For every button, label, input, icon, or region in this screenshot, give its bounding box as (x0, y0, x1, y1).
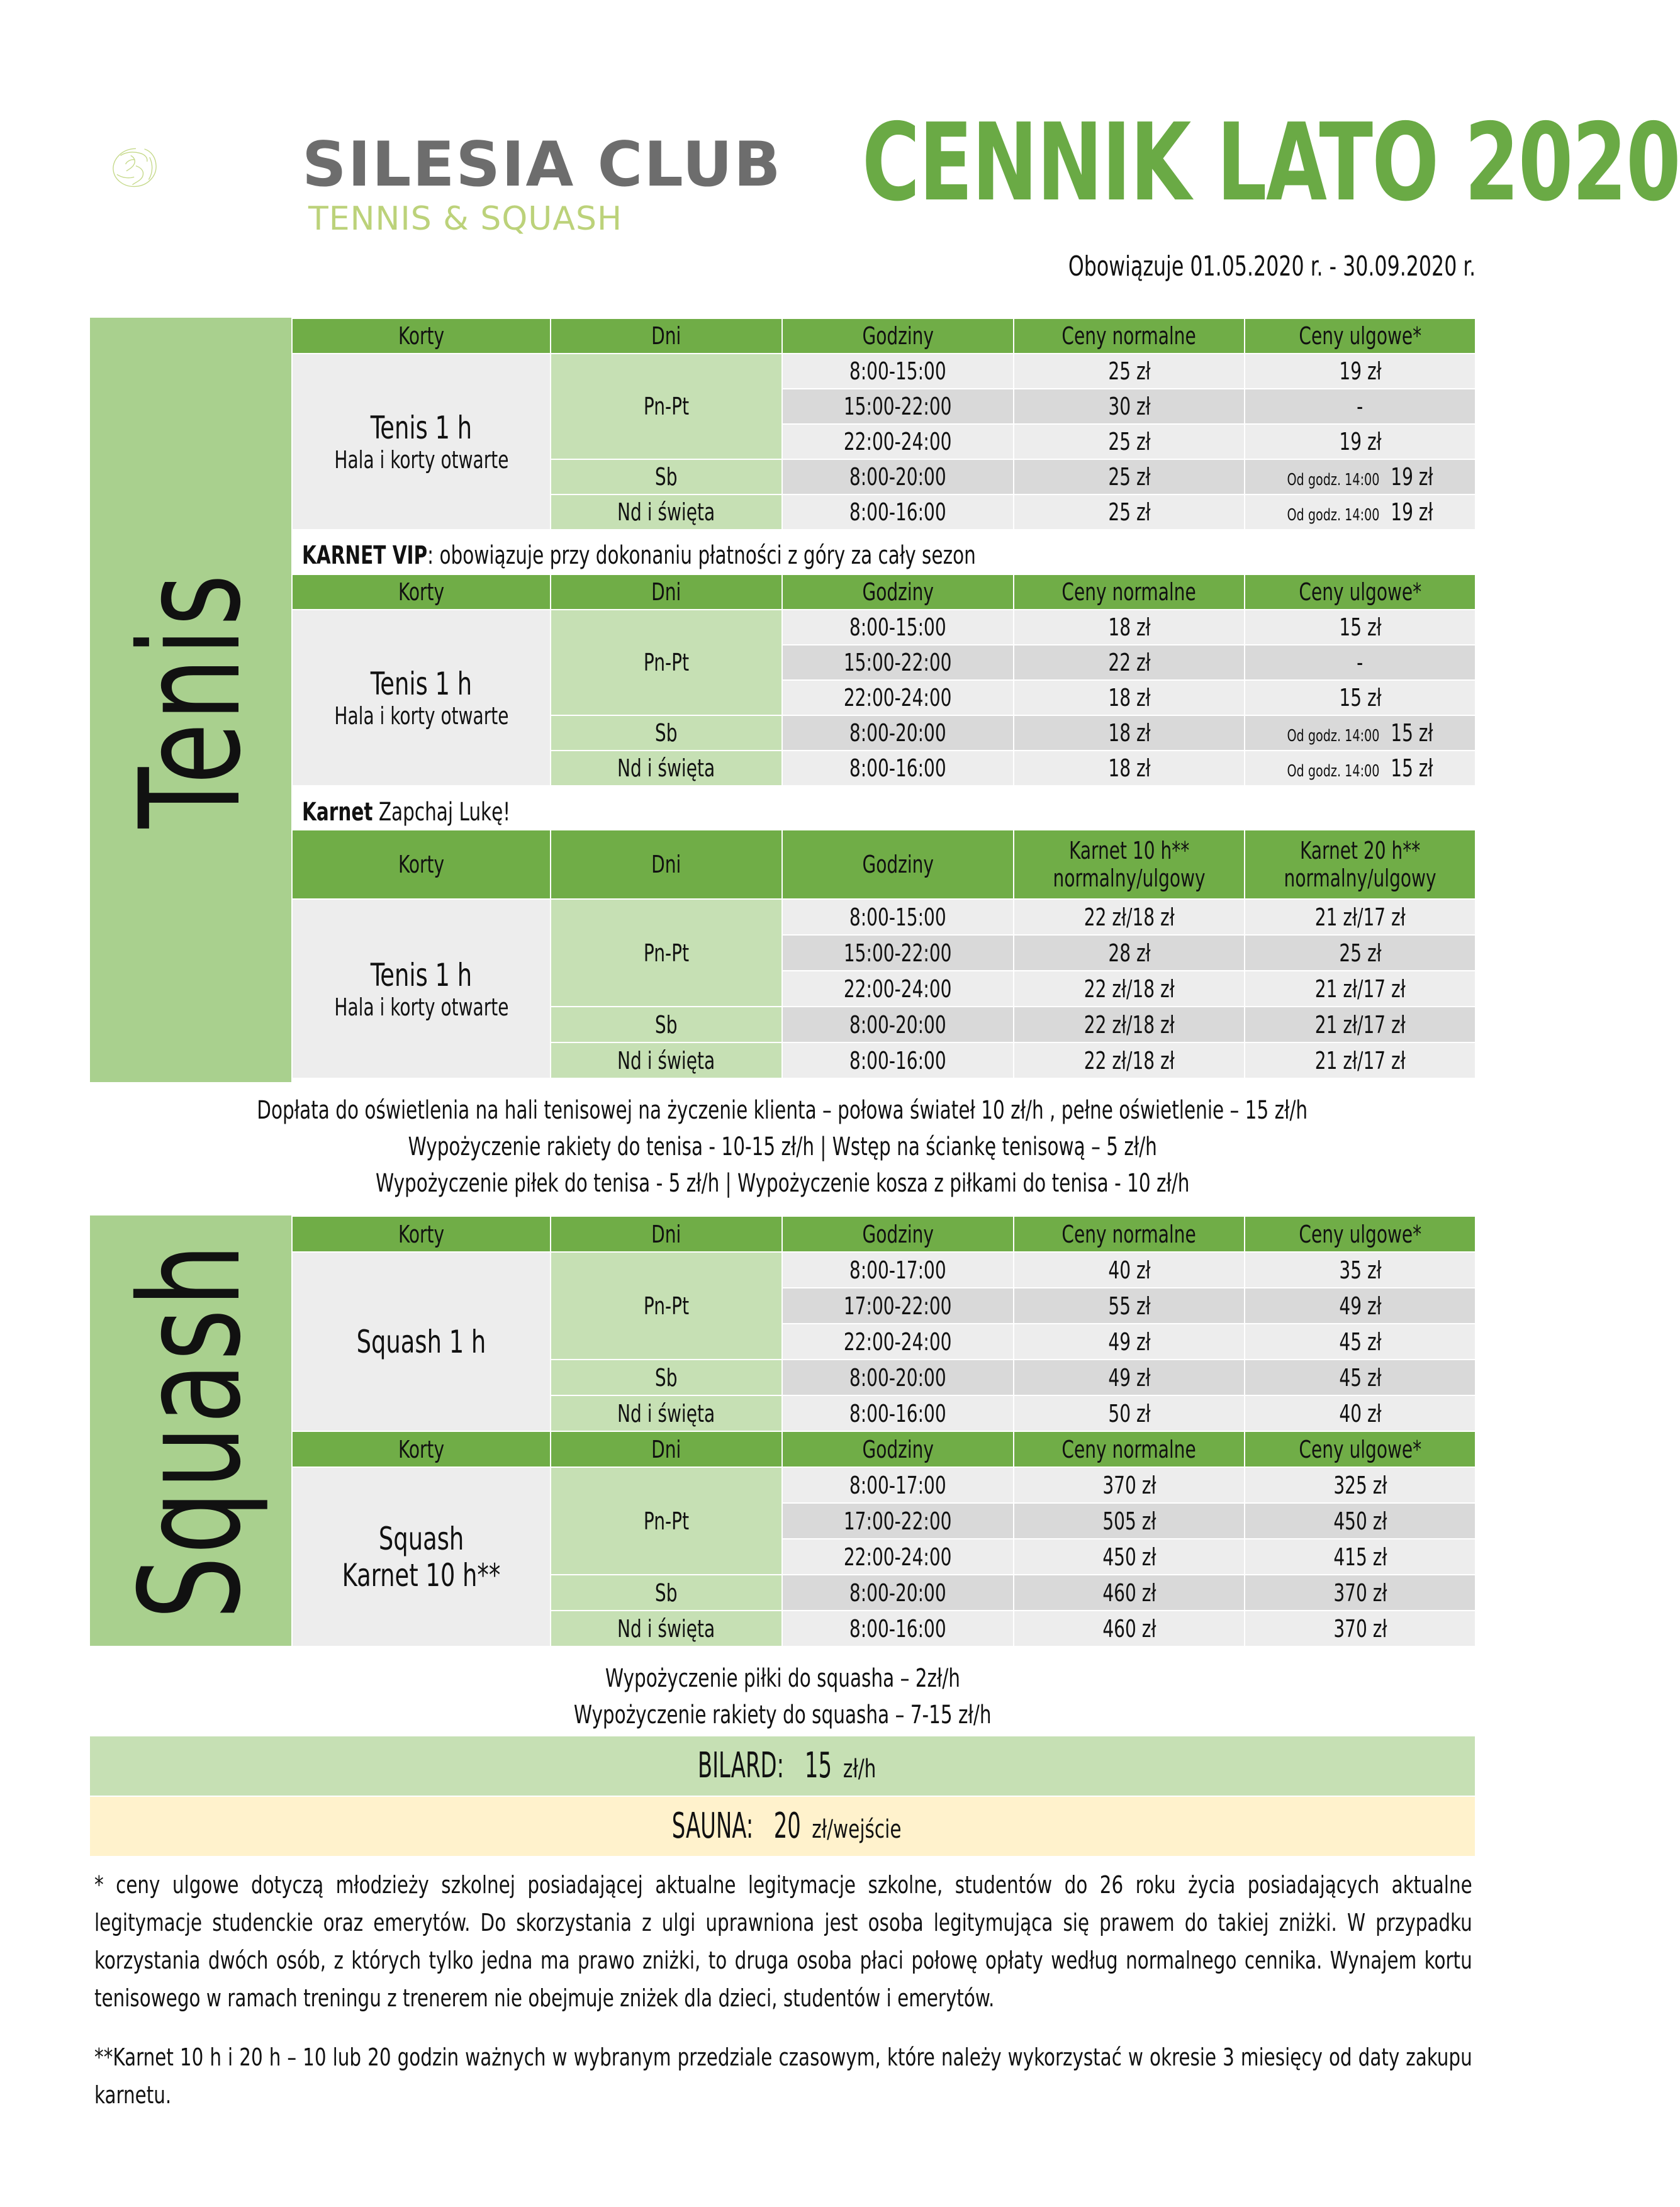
discount-price-cell: Od godz. 14:00 15 zł (1245, 715, 1476, 751)
day-sunday: Nd i święta (551, 751, 782, 786)
day-saturday: Sb (551, 1007, 782, 1042)
col-header-normal-price: Ceny normalne (1014, 318, 1245, 354)
discount-price-cell: - (1245, 645, 1476, 680)
discount-price-cell: 15 zł (1245, 610, 1476, 645)
hours-cell: 22:00-24:00 (782, 971, 1014, 1007)
day-saturday: Sb (551, 715, 782, 751)
court-cell: Squash Karnet 10 h** (292, 1467, 551, 1646)
col-header-courts: Korty (292, 318, 551, 354)
discount-price-cell: - (1245, 389, 1476, 424)
col-header-courts: Korty (292, 1216, 551, 1252)
court-cell: Tenis 1 h Hala i korty otwarte (292, 610, 551, 786)
col-header-courts: Korty (292, 1431, 551, 1467)
col-header-days: Dni (551, 1216, 782, 1252)
hours-cell: 8:00-20:00 (782, 1007, 1014, 1042)
normal-price-cell: 25 zł (1014, 494, 1245, 530)
normal-price-cell: 49 zł (1014, 1360, 1245, 1395)
col-header-normal-price: Ceny normalne (1014, 574, 1245, 610)
hours-cell: 15:00-22:00 (782, 645, 1014, 680)
normal-price-cell: 22 zł (1014, 645, 1245, 680)
col-header-discount-price: Ceny ulgowe* (1245, 1216, 1476, 1252)
hours-cell: 8:00-15:00 (782, 610, 1014, 645)
karnet-10h-cell: 22 zł/18 zł (1014, 899, 1245, 935)
court-cell: Tenis 1 h Hala i korty otwarte (292, 899, 551, 1078)
col-header-courts: Korty (292, 574, 551, 610)
normal-price-cell: 18 zł (1014, 751, 1245, 786)
discount-price-cell: 450 zł (1245, 1503, 1476, 1539)
normal-price-cell: 18 zł (1014, 680, 1245, 715)
hours-cell: 8:00-17:00 (782, 1252, 1014, 1288)
bilard-band: BILARD: 15 zł/h (90, 1736, 1475, 1796)
squash-side-label: Squash (90, 1215, 291, 1646)
col-header-karnet-20h: Karnet 20 h** normalny/ulgowy (1245, 830, 1476, 899)
normal-price-cell: 25 zł (1014, 354, 1245, 389)
discount-footnote: * ceny ulgowe dotyczą młodzieży szkolnej posiadającej aktualne legitymacje szkolne, studentów do 26 roku życia posiadających aktualne legitymacje studenckie oraz emerytów. Do skorzystania z ulgi uprawniona jest osoba legitymująca się prawem do takiej zniżki. W przypadku korzystania dwóch osób, z których tylko jedna ma prawo zniżki, to druga osoba płaci połowę opłaty według normalnego cennika. Wynajem kortu tenisowego w ramach treningu z trenerem nie obejmuje zniżek dla dzieci, studentów i emerytów. (94, 1871, 1472, 2012)
hours-cell: 8:00-16:00 (782, 1611, 1014, 1646)
discount-price-cell: Od godz. 14:00 15 zł (1245, 751, 1476, 786)
karnet-10h-cell: 22 zł/18 zł (1014, 1007, 1245, 1042)
hours-cell: 22:00-24:00 (782, 424, 1014, 459)
karnet-10h-cell: 28 zł (1014, 935, 1245, 971)
hours-cell: 22:00-24:00 (782, 1539, 1014, 1575)
karnet-note: Karnet Zapchaj Lukę! (302, 798, 511, 827)
karnet-20h-cell: 21 zł/17 zł (1245, 971, 1476, 1007)
col-header-karnet-10h: Karnet 10 h** normalny/ulgowy (1014, 830, 1245, 899)
normal-price-cell: 30 zł (1014, 389, 1245, 424)
hours-cell: 8:00-20:00 (782, 459, 1014, 494)
discount-price-cell: 49 zł (1245, 1288, 1476, 1324)
col-header-days: Dni (551, 1431, 782, 1467)
tenis-side-label: Tenis (90, 318, 291, 1082)
col-header-hours: Godziny (782, 574, 1014, 610)
normal-price-cell: 460 zł (1014, 1575, 1245, 1611)
hours-cell: 22:00-24:00 (782, 1324, 1014, 1360)
normal-price-cell: 49 zł (1014, 1324, 1245, 1360)
normal-price-cell: 55 zł (1014, 1288, 1245, 1324)
tenis-extra-lighting: Dopłata do oświetlenia na hali tenisowej na życzenie klienta – połowa świateł 10 zł/h , pełne oświetlenie – 15 zł/h (257, 1096, 1308, 1125)
normal-price-cell: 25 zł (1014, 459, 1245, 494)
hours-cell: 8:00-15:00 (782, 899, 1014, 935)
validity-period: Obowiązuje 01.05.2020 r. - 30.09.2020 r. (1068, 250, 1476, 282)
hours-cell: 17:00-22:00 (782, 1503, 1014, 1539)
tenis-extra-racket: Wypożyczenie rakiety do tenisa - 10-15 zł/h | Wstęp na ściankę tenisową – 5 zł/h (408, 1132, 1157, 1161)
brand-name: SILESIA CLUB (302, 129, 782, 201)
normal-price-cell: 18 zł (1014, 610, 1245, 645)
day-weekday: Pn-Pt (551, 1467, 782, 1575)
squash-extra-ball: Wypożyczenie piłki do squasha – 2zł/h (605, 1664, 960, 1693)
court-cell: Tenis 1 h Hala i korty otwarte (292, 354, 551, 530)
discount-price-cell: 325 zł (1245, 1467, 1476, 1503)
discount-price-cell: 15 zł (1245, 680, 1476, 715)
hours-cell: 8:00-20:00 (782, 715, 1014, 751)
col-header-normal-price: Ceny normalne (1014, 1216, 1245, 1252)
court-cell: Squash 1 h (292, 1252, 551, 1431)
col-header-days: Dni (551, 574, 782, 610)
tenis-vip-table (291, 574, 1476, 786)
tenis-karnet-table (291, 829, 1476, 1079)
day-sunday: Nd i święta (551, 1611, 782, 1646)
brand-subtitle: TENNIS & SQUASH (308, 200, 623, 238)
hours-cell: 15:00-22:00 (782, 389, 1014, 424)
day-saturday: Sb (551, 1575, 782, 1611)
hours-cell: 8:00-16:00 (782, 494, 1014, 530)
squash-extra-racket: Wypożyczenie rakiety do squasha – 7-15 zł/h (573, 1701, 992, 1729)
normal-price-cell: 50 zł (1014, 1395, 1245, 1431)
col-header-normal-price: Ceny normalne (1014, 1431, 1245, 1467)
col-header-days: Dni (551, 318, 782, 354)
hours-cell: 8:00-15:00 (782, 354, 1014, 389)
normal-price-cell: 40 zł (1014, 1252, 1245, 1288)
col-header-discount-price: Ceny ulgowe* (1245, 318, 1476, 354)
normal-price-cell: 505 zł (1014, 1503, 1245, 1539)
normal-price-cell: 18 zł (1014, 715, 1245, 751)
karnet-20h-cell: 25 zł (1245, 935, 1476, 971)
col-header-hours: Godziny (782, 1216, 1014, 1252)
day-sunday: Nd i święta (551, 494, 782, 530)
hours-cell: 8:00-20:00 (782, 1575, 1014, 1611)
karnet-footnote: **Karnet 10 h i 20 h – 10 lub 20 godzin ważnych w wybranym przedziale czasowym, które należy wykorzystać w okresie 3 miesięcy od daty zakupu karnetu. (94, 2043, 1472, 2109)
discount-price-cell: 35 zł (1245, 1252, 1476, 1288)
hours-cell: 8:00-16:00 (782, 751, 1014, 786)
col-header-courts: Korty (292, 830, 551, 899)
day-saturday: Sb (551, 1360, 782, 1395)
hours-cell: 22:00-24:00 (782, 680, 1014, 715)
normal-price-cell: 460 zł (1014, 1611, 1245, 1646)
day-saturday: Sb (551, 459, 782, 494)
col-header-discount-price: Ceny ulgowe* (1245, 1431, 1476, 1467)
day-weekday: Pn-Pt (551, 610, 782, 715)
hours-cell: 8:00-20:00 (782, 1360, 1014, 1395)
squash-price-table (291, 1215, 1476, 1647)
col-header-hours: Godziny (782, 1431, 1014, 1467)
karnet-20h-cell: 21 zł/17 zł (1245, 1042, 1476, 1078)
normal-price-cell: 370 zł (1014, 1467, 1245, 1503)
hours-cell: 17:00-22:00 (782, 1288, 1014, 1324)
hours-cell: 15:00-22:00 (782, 935, 1014, 971)
karnet-10h-cell: 22 zł/18 zł (1014, 1042, 1245, 1078)
hours-cell: 8:00-17:00 (782, 1467, 1014, 1503)
vip-note: KARNET VIP: obowiązuje przy dokonaniu płatności z góry za cały sezon (302, 541, 976, 570)
sauna-band: SAUNA: 20 zł/wejście (90, 1797, 1475, 1856)
normal-price-cell: 25 zł (1014, 424, 1245, 459)
discount-price-cell: 370 zł (1245, 1611, 1476, 1646)
col-header-discount-price: Ceny ulgowe* (1245, 574, 1476, 610)
col-header-days: Dni (551, 830, 782, 899)
karnet-10h-cell: 22 zł/18 zł (1014, 971, 1245, 1007)
tenis-extra-balls: Wypożyczenie piłek do tenisa - 5 zł/h | Wypożyczenie kosza z piłkami do tenisa - 10 zł/h (375, 1169, 1190, 1198)
discount-price-cell: 40 zł (1245, 1395, 1476, 1431)
discount-price-cell: 19 zł (1245, 354, 1476, 389)
discount-price-cell: Od godz. 14:00 19 zł (1245, 459, 1476, 494)
day-sunday: Nd i święta (551, 1395, 782, 1431)
discount-price-cell: 370 zł (1245, 1575, 1476, 1611)
day-weekday: Pn-Pt (551, 899, 782, 1007)
discount-price-cell: Od godz. 14:00 19 zł (1245, 494, 1476, 530)
tenis-price-table (291, 318, 1476, 530)
normal-price-cell: 450 zł (1014, 1539, 1245, 1575)
discount-price-cell: 19 zł (1245, 424, 1476, 459)
day-weekday: Pn-Pt (551, 1252, 782, 1360)
col-header-hours: Godziny (782, 318, 1014, 354)
hours-cell: 8:00-16:00 (782, 1042, 1014, 1078)
page-title: CENNIK LATO 2020 (862, 101, 1680, 225)
karnet-20h-cell: 21 zł/17 zł (1245, 1007, 1476, 1042)
discount-price-cell: 45 zł (1245, 1360, 1476, 1395)
club-logo (110, 85, 299, 249)
day-sunday: Nd i święta (551, 1042, 782, 1078)
karnet-20h-cell: 21 zł/17 zł (1245, 899, 1476, 935)
discount-price-cell: 415 zł (1245, 1539, 1476, 1575)
hours-cell: 8:00-16:00 (782, 1395, 1014, 1431)
discount-price-cell: 45 zł (1245, 1324, 1476, 1360)
day-weekday: Pn-Pt (551, 354, 782, 459)
col-header-hours: Godziny (782, 830, 1014, 899)
